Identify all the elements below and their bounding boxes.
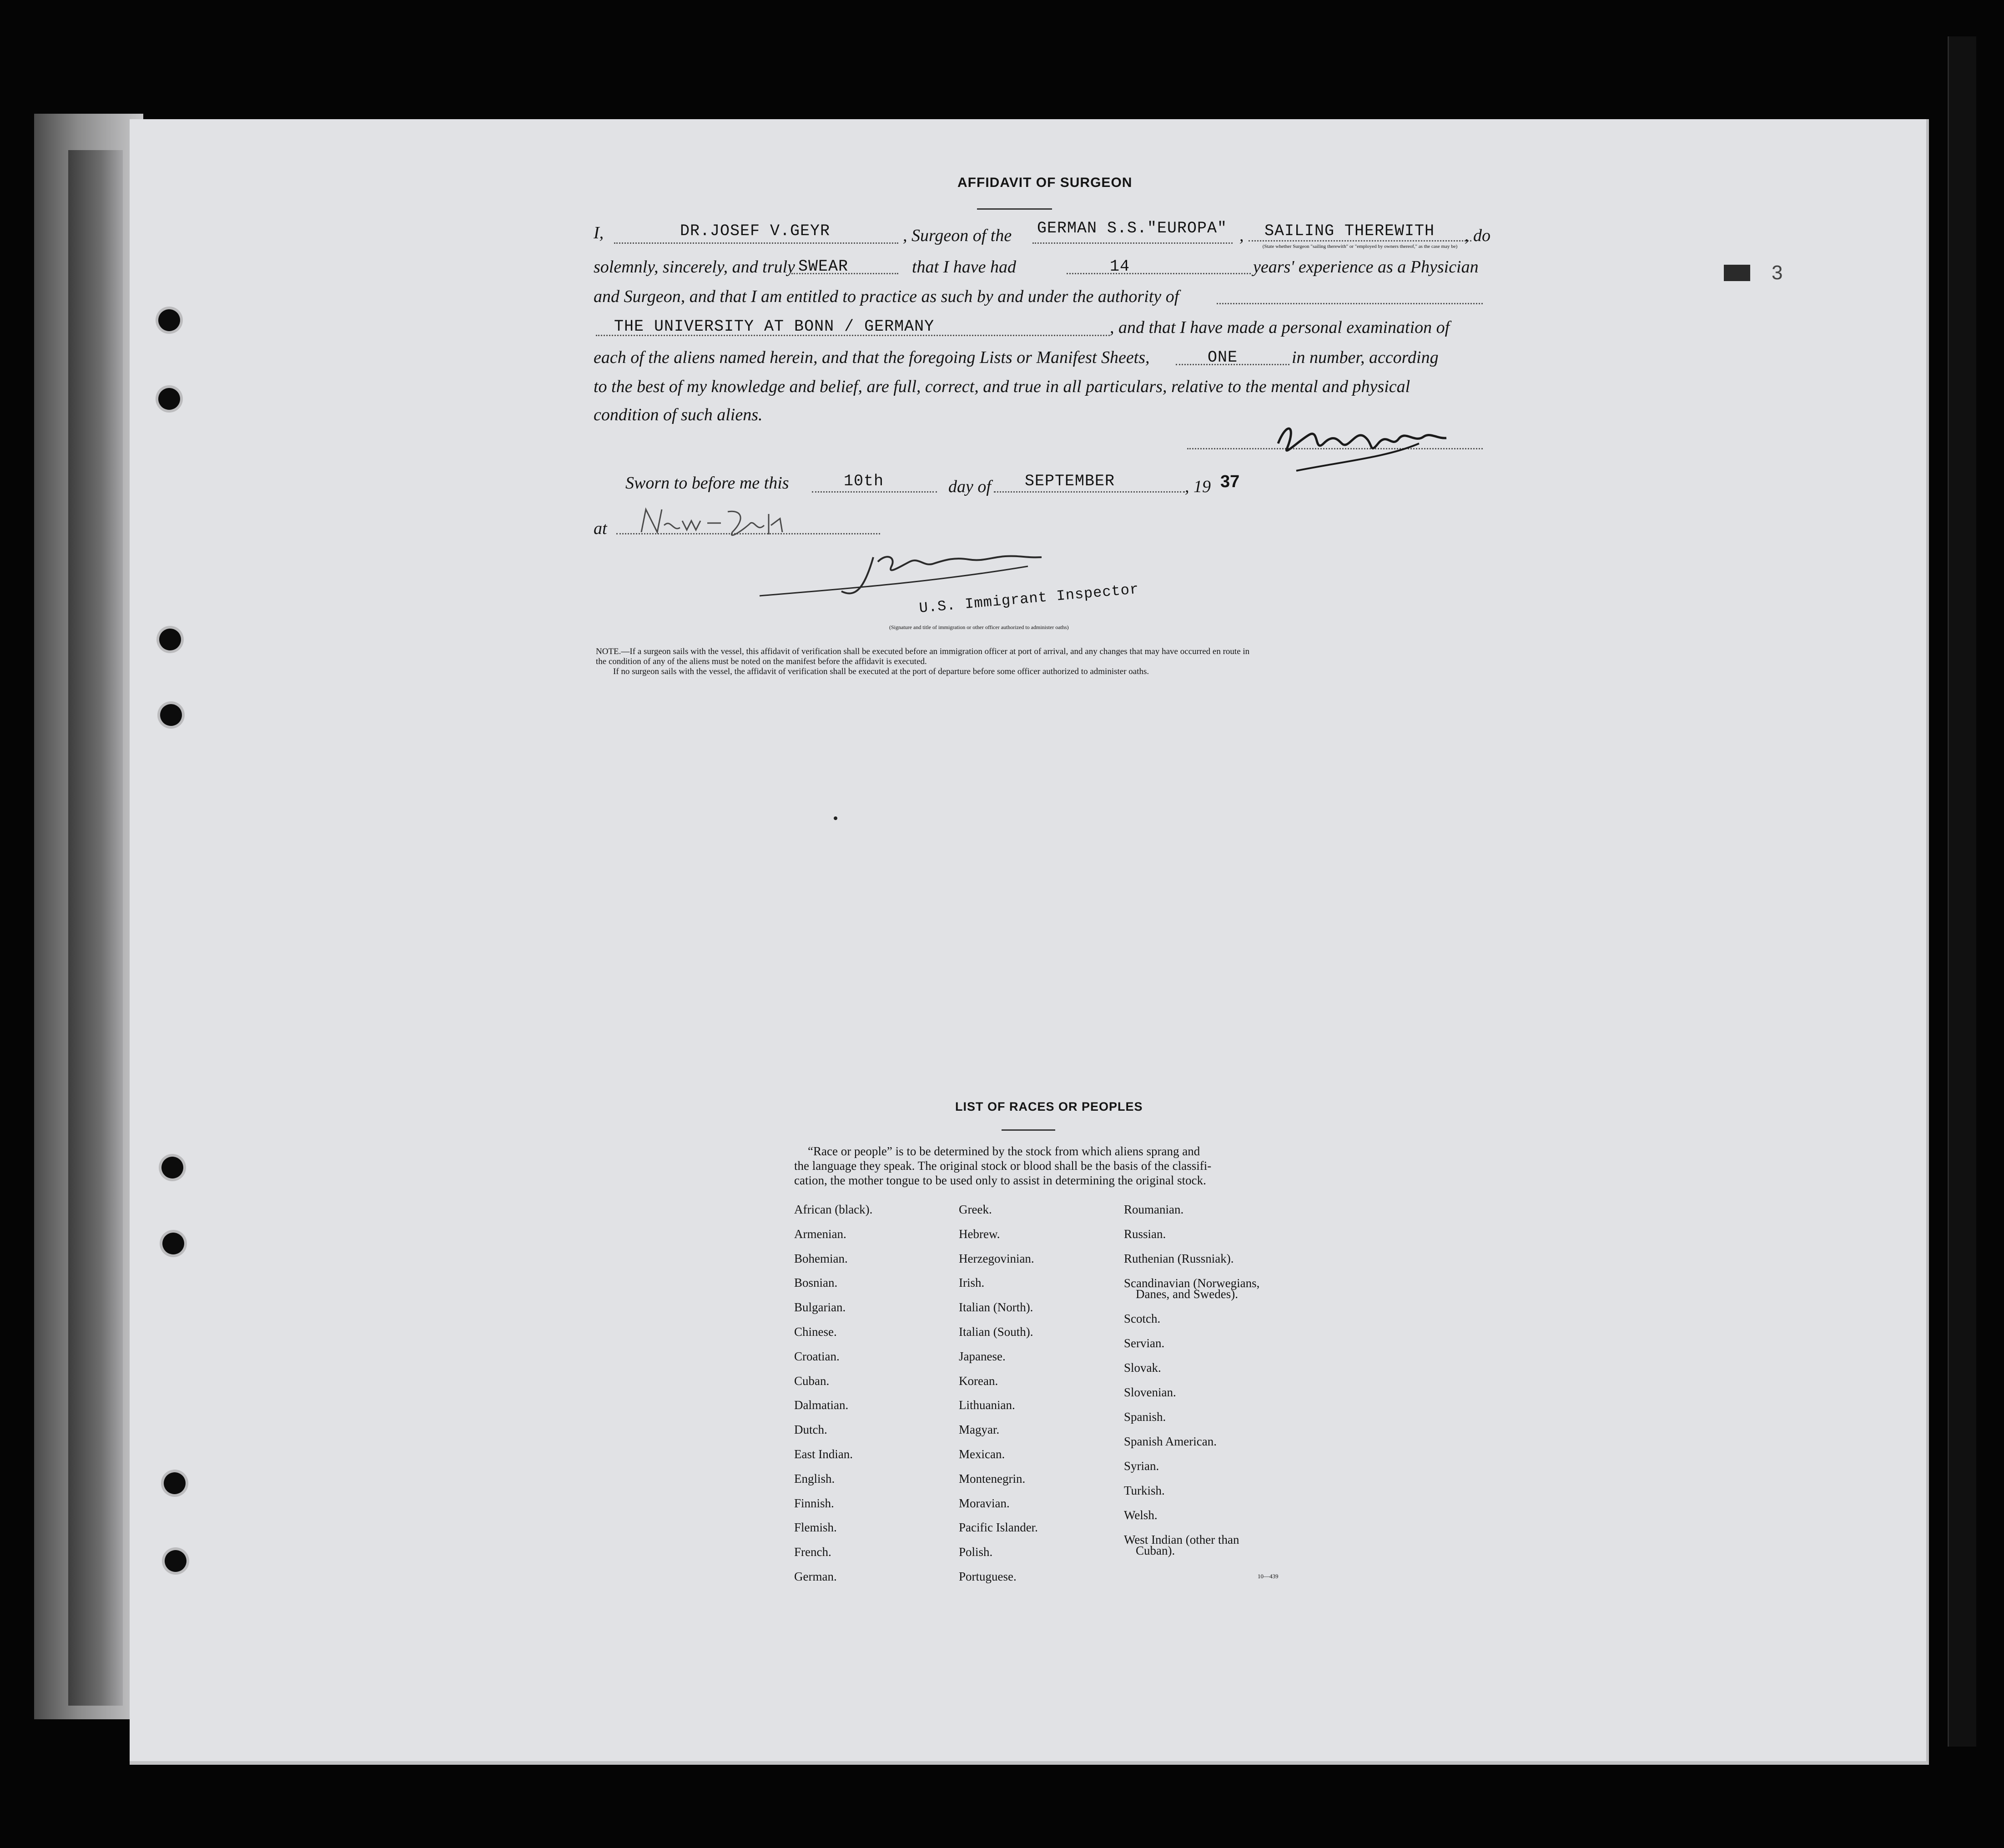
aliens-text: each of the aliens named herein, and that the foregoing Lists or Manifest Sheets,: [594, 348, 1150, 367]
note-line-3: If no surgeon sails with the vessel, the affidavit of verification shall be executed at the port of departure before some officer authorized to administer oaths.: [613, 667, 1149, 676]
binder-edge-shadow: [68, 150, 123, 1706]
solemnly-label: solemnly, sincerely, and truly: [594, 257, 795, 277]
race-item: Korean.: [959, 1374, 998, 1388]
personal-exam-text: , and that I have made a personal examination of: [1110, 318, 1450, 337]
race-item: Bulgarian.: [794, 1300, 846, 1314]
race-item: Armenian.: [794, 1227, 846, 1241]
punch-hole-icon: [164, 1472, 186, 1494]
surgeon-name-line: [614, 242, 898, 244]
race-item: Moravian.: [959, 1496, 1010, 1510]
stamp-mark: [1724, 265, 1750, 281]
sailing-line: [1249, 240, 1471, 242]
race-item: Herzegovinian.: [959, 1252, 1034, 1265]
film-edge-strip: [1948, 36, 1976, 1747]
race-item: Portuguese.: [959, 1570, 1017, 1583]
race-item: Cuban.: [794, 1374, 830, 1388]
race-item: Bosnian.: [794, 1276, 838, 1289]
punch-hole-icon: [159, 629, 181, 650]
title-underline: [977, 208, 1052, 210]
vessel-line: [1032, 242, 1233, 244]
punch-hole-icon: [165, 1550, 186, 1572]
surgeon-signature: [1269, 412, 1460, 480]
at-label: at: [594, 519, 607, 538]
race-item: Slovenian.: [1124, 1385, 1176, 1399]
race-item: Servian.: [1124, 1336, 1165, 1350]
that-had-label: that I have had: [912, 257, 1017, 277]
intro-line-2: the language they speak. The original stock or blood shall be the basis of the classifi-: [794, 1159, 1212, 1173]
years-experience: 14: [1110, 257, 1130, 276]
race-item: Welsh.: [1124, 1508, 1158, 1522]
sworn-day-line: [812, 491, 937, 493]
intro-line-3: cation, the mother tongue to be used only to assist in determining the original stock.: [794, 1173, 1206, 1187]
officer-caption: (Signature and title of immigration or other officer authorized to administer oaths): [889, 624, 1069, 630]
year-prefix: , 19: [1185, 477, 1211, 496]
race-item: English.: [794, 1472, 835, 1485]
surgeon-of-label: , Surgeon of the: [903, 226, 1012, 245]
race-item: Spanish American.: [1124, 1435, 1217, 1448]
do-label: , do: [1465, 226, 1490, 245]
race-item: Irish.: [959, 1276, 985, 1289]
race-item: Syrian.: [1124, 1459, 1159, 1473]
race-item: Polish.: [959, 1545, 993, 1559]
authority-name: THE UNIVERSITY AT BONN / GERMANY: [614, 317, 935, 336]
note-line-2: the condition of any of the aliens must be noted on the manifest before the affidavit is executed.: [596, 657, 927, 666]
sworn-year: 37: [1220, 472, 1240, 491]
race-item: Lithuanian.: [959, 1398, 1015, 1412]
vessel-name: GERMAN S.S."EUROPA": [1037, 219, 1228, 237]
race-item: West Indian (other than: [1124, 1533, 1239, 1546]
day-of-label: day of: [948, 477, 991, 496]
race-item: Hebrew.: [959, 1227, 1000, 1241]
race-item: Finnish.: [794, 1496, 834, 1510]
races-title-underline: [1002, 1129, 1055, 1131]
sworn-month: SEPTEMBER: [1025, 472, 1115, 490]
authority-text: and Surgeon, and that I am entitled to practice as such by and under the authority of: [594, 287, 1179, 306]
race-item: Bohemian.: [794, 1252, 848, 1265]
sworn-month-line: [994, 491, 1185, 493]
sheet-count: ONE: [1208, 348, 1238, 367]
page-number: 3: [1772, 262, 1783, 284]
race-item: Greek.: [959, 1203, 992, 1216]
race-item: Dutch.: [794, 1423, 827, 1436]
oath-type: SWEAR: [798, 257, 849, 276]
races-title: LIST OF RACES OR PEOPLES: [955, 1100, 1143, 1113]
race-item: Mexican.: [959, 1447, 1005, 1461]
race-item: Turkish.: [1124, 1484, 1165, 1497]
race-item: German.: [794, 1570, 837, 1583]
race-item: Croatian.: [794, 1349, 840, 1363]
race-item: Ruthenian (Russniak).: [1124, 1252, 1234, 1265]
in-number-text: in number, according: [1292, 348, 1439, 367]
race-item: Dalmatian.: [794, 1398, 849, 1412]
race-item: Flemish.: [794, 1521, 837, 1534]
race-item: Montenegrin.: [959, 1472, 1026, 1485]
race-item: Japanese.: [959, 1349, 1006, 1363]
race-item: Scotch.: [1124, 1312, 1161, 1325]
sworn-label: Sworn to before me this: [625, 473, 789, 493]
sailing-note: (State whether Surgeon "sailing therewith" or "employed by owners thereof," as the case may be): [1262, 244, 1458, 249]
race-item: Cuban).: [1136, 1544, 1175, 1557]
race-item: Danes, and Swedes).: [1136, 1287, 1238, 1301]
punch-hole-icon: [161, 1157, 183, 1178]
intro-line-1: “Race or people” is to be determined by the stock from which aliens sprang and: [808, 1144, 1200, 1158]
note-line-1: NOTE.—If a surgeon sails with the vessel, this affidavit of verification shall be executed before an immigration officer at port of arrival, and any changes that may have occurred en route in: [596, 647, 1250, 656]
punch-hole-icon: [158, 309, 180, 331]
sworn-day: 10th: [844, 472, 884, 490]
condition-text: condition of such aliens.: [594, 405, 763, 424]
race-item: Roumanian.: [1124, 1203, 1184, 1216]
race-item: African (black).: [794, 1203, 873, 1216]
race-item: Scandinavian (Norwegians,: [1124, 1276, 1260, 1290]
ink-speck: [834, 816, 837, 820]
affidavit-title: AFFIDAVIT OF SURGEON: [957, 175, 1133, 190]
form-number: 10—439: [1258, 1573, 1279, 1580]
years-line: [1067, 273, 1251, 274]
race-item: Pacific Islander.: [959, 1521, 1038, 1534]
race-item: Chinese.: [794, 1325, 837, 1339]
punch-hole-icon: [160, 704, 182, 726]
race-item: Italian (South).: [959, 1325, 1033, 1339]
sailing-status: SAILING THEREWITH: [1264, 222, 1435, 240]
i-label: I,: [594, 223, 604, 242]
comma: ,: [1239, 226, 1244, 245]
race-item: Slovak.: [1124, 1361, 1161, 1375]
punch-hole-icon: [158, 388, 180, 410]
race-item: East Indian.: [794, 1447, 853, 1461]
races-intro: [794, 1144, 1281, 1188]
race-item: French.: [794, 1545, 831, 1559]
authority-line-a: [1217, 303, 1483, 304]
surgeon-name: DR.JOSEF V.GEYR: [680, 222, 831, 240]
officer-title: U.S. Immigrant Inspector: [918, 580, 1140, 617]
race-item: Spanish.: [1124, 1410, 1166, 1424]
punch-hole-icon: [162, 1233, 184, 1254]
race-item: Magyar.: [959, 1423, 1000, 1436]
years-label: years' experience as a Physician: [1253, 257, 1479, 277]
race-item: Italian (North).: [959, 1300, 1033, 1314]
race-item: Russian.: [1124, 1227, 1166, 1241]
best-knowledge-text: to the best of my knowledge and belief, are full, correct, and true in all particulars, relative to the mental and physical: [594, 377, 1410, 396]
